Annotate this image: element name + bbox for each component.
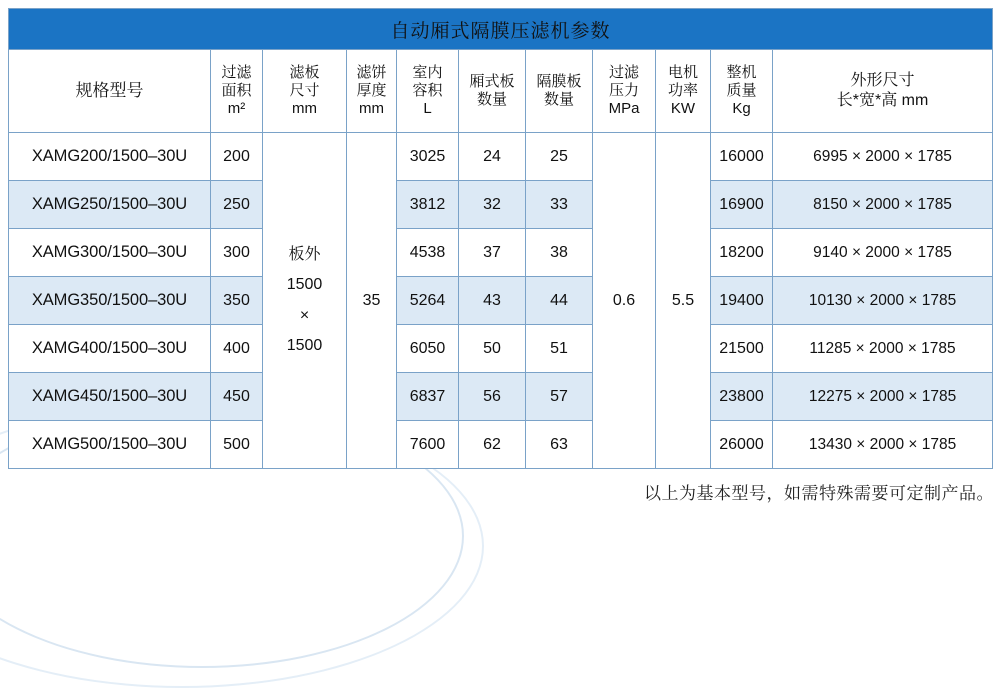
cell-filter-area: 450 — [211, 373, 263, 421]
table-row — [9, 181, 993, 229]
table-row — [9, 421, 993, 469]
cell-chamber-plates: 50 — [459, 325, 526, 373]
table-row — [9, 133, 993, 181]
cell-chamber-volume: 6050 — [397, 325, 459, 373]
table-header-row — [9, 50, 993, 133]
cell-diaphragm-plates: 51 — [526, 325, 593, 373]
cell-diaphragm-plates: 25 — [526, 133, 593, 181]
page-title: 自动厢式隔膜压滤机参数 — [9, 9, 993, 50]
cell-chamber-volume: 3812 — [397, 181, 459, 229]
cell-cake-thickness: 35 — [347, 133, 397, 469]
cell-machine-weight: 21500 — [711, 325, 773, 373]
cell-chamber-plates: 24 — [459, 133, 526, 181]
cell-model: XAMG250/1500–30U — [9, 181, 211, 229]
cell-machine-weight: 16900 — [711, 181, 773, 229]
header-plate-size: 滤板 尺寸 mm — [263, 50, 347, 133]
cell-chamber-volume: 4538 — [397, 229, 459, 277]
cell-overall-dims: 6995 × 2000 × 1785 — [773, 133, 993, 181]
cell-filter-pressure: 0.6 — [593, 133, 656, 469]
table-row — [9, 373, 993, 421]
cell-overall-dims: 12275 × 2000 × 1785 — [773, 373, 993, 421]
cell-diaphragm-plates: 38 — [526, 229, 593, 277]
header-filter-area: 过滤 面积 m² — [211, 50, 263, 133]
cell-overall-dims: 9140 × 2000 × 1785 — [773, 229, 993, 277]
cell-diaphragm-plates: 57 — [526, 373, 593, 421]
cell-plate-size: 板外 1500 × 1500 — [263, 133, 347, 469]
cell-model: XAMG500/1500–30U — [9, 421, 211, 469]
header-diaphragm-plate-count: 隔膜板 数量 — [526, 50, 593, 133]
cell-chamber-plates: 32 — [459, 181, 526, 229]
header-machine-weight: 整机 质量 Kg — [711, 50, 773, 133]
cell-chamber-volume: 3025 — [397, 133, 459, 181]
table-row — [9, 229, 993, 277]
header-motor-power: 电机 功率 KW — [656, 50, 711, 133]
cell-chamber-plates: 37 — [459, 229, 526, 277]
cell-overall-dims: 8150 × 2000 × 1785 — [773, 181, 993, 229]
table-row — [9, 325, 993, 373]
cell-overall-dims: 10130 × 2000 × 1785 — [773, 277, 993, 325]
cell-model: XAMG350/1500–30U — [9, 277, 211, 325]
cell-filter-area: 250 — [211, 181, 263, 229]
cell-filter-area: 500 — [211, 421, 263, 469]
table-row — [9, 277, 993, 325]
cell-overall-dims: 11285 × 2000 × 1785 — [773, 325, 993, 373]
cell-diaphragm-plates: 33 — [526, 181, 593, 229]
header-chamber-volume: 室内 容积 L — [397, 50, 459, 133]
header-filter-pressure: 过滤 压力 MPa — [593, 50, 656, 133]
cell-filter-area: 400 — [211, 325, 263, 373]
cell-machine-weight: 23800 — [711, 373, 773, 421]
header-model: 规格型号 — [9, 50, 211, 133]
cell-diaphragm-plates: 63 — [526, 421, 593, 469]
spec-table-container — [8, 8, 992, 469]
cell-chamber-volume: 6837 — [397, 373, 459, 421]
cell-machine-weight: 26000 — [711, 421, 773, 469]
cell-overall-dims: 13430 × 2000 × 1785 — [773, 421, 993, 469]
cell-chamber-plates: 43 — [459, 277, 526, 325]
cell-chamber-plates: 56 — [459, 373, 526, 421]
cell-machine-weight: 16000 — [711, 133, 773, 181]
cell-filter-area: 350 — [211, 277, 263, 325]
cell-filter-area: 200 — [211, 133, 263, 181]
footnote-text: 以上为基本型号，如需特殊需要可定制产品。 — [644, 484, 994, 503]
cell-chamber-plates: 62 — [459, 421, 526, 469]
cell-filter-area: 300 — [211, 229, 263, 277]
cell-chamber-volume: 7600 — [397, 421, 459, 469]
specification-table — [8, 8, 993, 469]
cell-model: XAMG300/1500–30U — [9, 229, 211, 277]
table-title-row — [9, 9, 993, 50]
cell-model: XAMG200/1500–30U — [9, 133, 211, 181]
cell-machine-weight: 19400 — [711, 277, 773, 325]
header-cake-thickness: 滤饼 厚度 mm — [347, 50, 397, 133]
cell-model: XAMG400/1500–30U — [9, 325, 211, 373]
header-chamber-plate-count: 厢式板 数量 — [459, 50, 526, 133]
cell-machine-weight: 18200 — [711, 229, 773, 277]
cell-diaphragm-plates: 44 — [526, 277, 593, 325]
cell-chamber-volume: 5264 — [397, 277, 459, 325]
cell-model: XAMG450/1500–30U — [9, 373, 211, 421]
cell-motor-power: 5.5 — [656, 133, 711, 469]
header-overall-dims: 外形尺寸 长*宽*高 mm — [773, 50, 993, 133]
